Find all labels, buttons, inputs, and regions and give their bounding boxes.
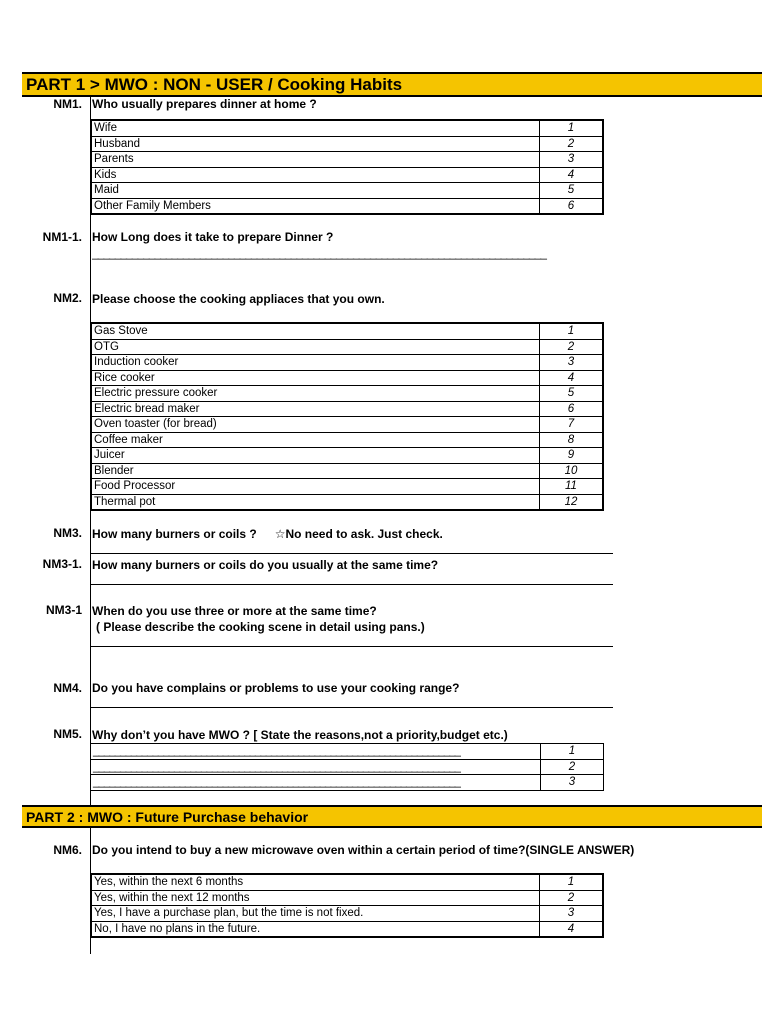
nm3-question-line — [92, 527, 443, 541]
option-label: Rice cooker — [91, 370, 540, 386]
option-code: 5 — [540, 183, 604, 199]
option-code: 6 — [540, 401, 604, 417]
table-row[interactable] — [91, 339, 603, 355]
table-row[interactable] — [91, 355, 603, 371]
nm3-1a-code: NM3-1. — [42, 557, 82, 571]
table-row[interactable] — [91, 198, 603, 214]
option-code: 9 — [540, 448, 604, 464]
option-label: Juicer — [91, 448, 540, 464]
table-row[interactable] — [91, 744, 604, 760]
nm6-question: Do you intend to buy a new microwave oven within a certain period of time?(SINGLE ANSWER) — [92, 843, 635, 857]
nm5-question: Why don’t you have MWO ? [ State the reasons,not a priority,budget etc.) — [92, 728, 508, 742]
option-label: Wife — [91, 120, 540, 136]
table-row[interactable] — [91, 494, 603, 510]
option-label[interactable]: ____________________________________________________________________ — [91, 759, 541, 775]
nm6-options-table — [90, 873, 604, 938]
nm1-1-answer-blank[interactable]: ________________________________________________________________________________ — [92, 246, 546, 260]
option-label: Husband — [91, 136, 540, 152]
option-code: 2 — [540, 890, 604, 906]
table-row[interactable] — [91, 874, 603, 890]
nm4-code: NM4. — [53, 681, 82, 695]
nm6-code: NM6. — [53, 843, 82, 857]
table-row[interactable] — [91, 136, 603, 152]
option-code: 2 — [540, 339, 604, 355]
table-row[interactable] — [91, 183, 603, 199]
option-label[interactable]: ____________________________________________________________________ — [91, 775, 541, 791]
nm3-1a-answer-line[interactable] — [90, 584, 613, 585]
nm4-answer-line[interactable] — [90, 707, 613, 708]
table-row[interactable] — [91, 167, 603, 183]
option-label: Other Family Members — [91, 198, 540, 214]
option-code: 4 — [540, 167, 604, 183]
nm3-answer-line[interactable] — [90, 553, 613, 554]
table-row[interactable] — [91, 323, 603, 339]
table-row[interactable] — [91, 370, 603, 386]
table-row[interactable] — [91, 890, 603, 906]
option-code: 10 — [540, 463, 604, 479]
nm2-question: Please choose the cooking appliaces that you own. — [92, 292, 385, 306]
table-row[interactable] — [91, 448, 603, 464]
option-label: Kids — [91, 167, 540, 183]
option-code: 8 — [540, 432, 604, 448]
option-label: Yes, within the next 12 months — [91, 890, 540, 906]
table-row[interactable] — [91, 417, 603, 433]
option-code: 12 — [540, 494, 604, 510]
table-row[interactable] — [91, 921, 603, 937]
option-label: Yes, I have a purchase plan, but the time is not fixed. — [91, 906, 540, 922]
table-row[interactable] — [91, 775, 604, 791]
nm5-options-table — [90, 743, 604, 791]
part1-title: PART 1 > MWO : NON - USER / Cooking Habits — [26, 75, 403, 94]
option-label: Food Processor — [91, 479, 540, 495]
nm4-question: Do you have complains or problems to use your cooking range? — [92, 681, 460, 695]
nm3-code: NM3. — [53, 526, 82, 540]
option-label: OTG — [91, 339, 540, 355]
option-code: 1 — [540, 120, 604, 136]
nm1-1-question: How Long does it take to prepare Dinner ? — [92, 230, 334, 244]
option-code: 11 — [540, 479, 604, 495]
table-row[interactable] — [91, 120, 603, 136]
option-label: Oven toaster (for bread) — [91, 417, 540, 433]
nm3-question: How many burners or coils ? — [92, 527, 257, 541]
table-row[interactable] — [91, 463, 603, 479]
nm3-1b-answer-line[interactable] — [90, 646, 613, 647]
nm1-code: NM1. — [53, 97, 82, 111]
option-code: 1 — [540, 874, 604, 890]
nm3-note: ☆No need to ask. Just check. — [274, 527, 443, 541]
table-row[interactable] — [91, 152, 603, 168]
option-code: 6 — [540, 198, 604, 214]
option-code: 5 — [540, 386, 604, 402]
nm1-1-code: NM1-1. — [42, 230, 82, 244]
nm2-options-table — [90, 322, 604, 511]
nm1-options-table — [90, 119, 604, 215]
option-code: 7 — [540, 417, 604, 433]
part2-header — [22, 805, 762, 828]
option-label: Coffee maker — [91, 432, 540, 448]
option-label: Parents — [91, 152, 540, 168]
option-code: 3 — [540, 152, 604, 168]
option-label: Yes, within the next 6 months — [91, 874, 540, 890]
nm3-1b-question: When do you use three or more at the same time? — [92, 604, 377, 618]
option-label: Maid — [91, 183, 540, 199]
option-code: 3 — [540, 906, 604, 922]
table-row[interactable] — [91, 759, 604, 775]
option-label: No, I have no plans in the future. — [91, 921, 540, 937]
table-row[interactable] — [91, 386, 603, 402]
part2-title: PART 2 : MWO : Future Purchase behavior — [26, 809, 309, 825]
part1-header — [22, 72, 762, 97]
table-row[interactable] — [91, 479, 603, 495]
nm3-1a-question: How many burners or coils do you usually at the same time? — [92, 558, 439, 572]
nm2-code: NM2. — [53, 291, 82, 305]
option-label: Induction cooker — [91, 355, 540, 371]
option-label: Blender — [91, 463, 540, 479]
option-code: 2 — [541, 759, 604, 775]
option-code: 1 — [540, 323, 604, 339]
option-label: Electric pressure cooker — [91, 386, 540, 402]
table-row[interactable] — [91, 401, 603, 417]
option-label[interactable]: ____________________________________________________________________ — [91, 744, 541, 760]
nm1-question: Who usually prepares dinner at home ? — [92, 97, 317, 111]
option-code: 1 — [541, 744, 604, 760]
option-code: 3 — [541, 775, 604, 791]
option-code: 4 — [540, 370, 604, 386]
nm3-1b-subquestion: ( Please describe the cooking scene in detail using pans.) — [96, 620, 425, 634]
option-code: 4 — [540, 921, 604, 937]
option-code: 3 — [540, 355, 604, 371]
option-label: Gas Stove — [91, 323, 540, 339]
option-label: Electric bread maker — [91, 401, 540, 417]
table-row[interactable] — [91, 906, 603, 922]
nm3-1b-code: NM3-1 — [45, 603, 82, 617]
table-row[interactable] — [91, 432, 603, 448]
option-label: Thermal pot — [91, 494, 540, 510]
nm5-code: NM5. — [53, 727, 82, 741]
option-code: 2 — [540, 136, 604, 152]
